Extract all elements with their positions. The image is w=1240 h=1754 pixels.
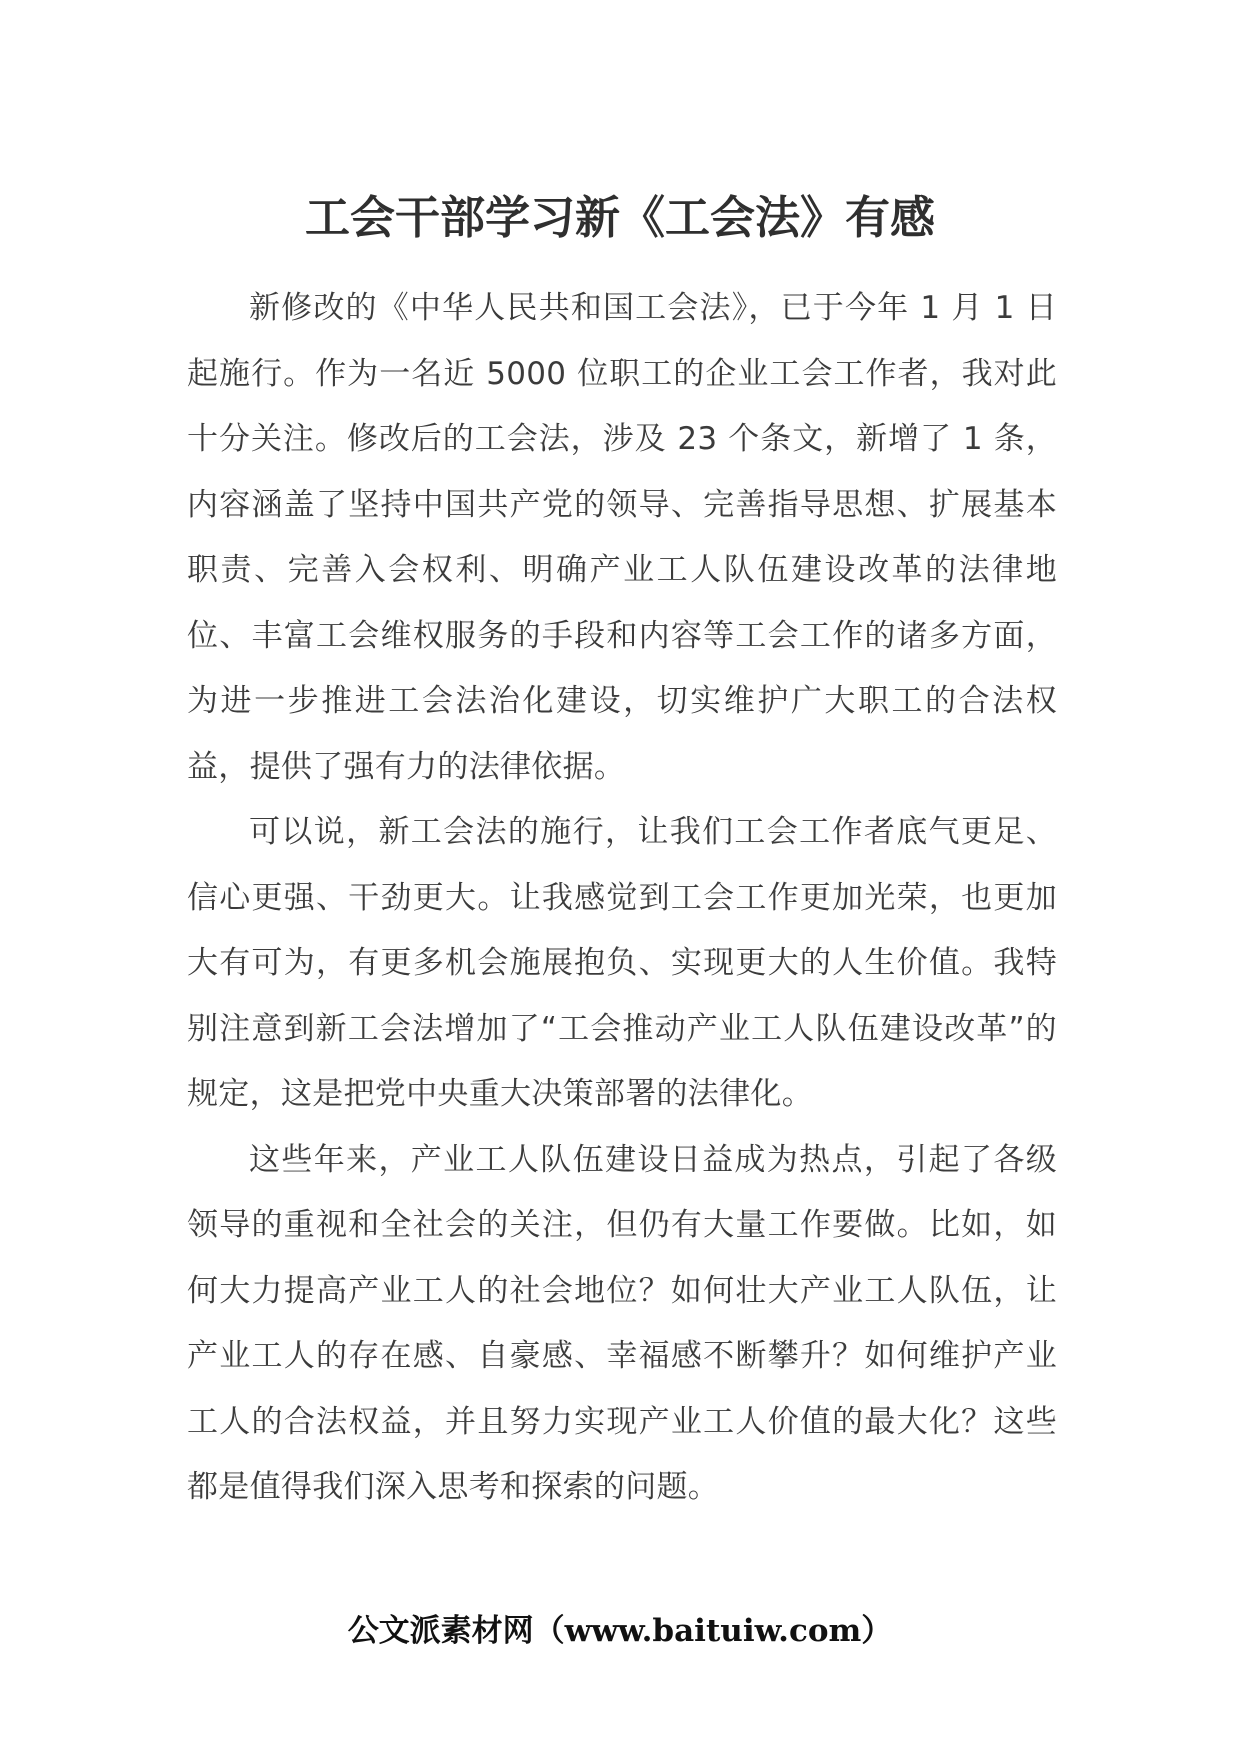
- paragraph-2: 可以说，新工会法的施行，让我们工会工作者底气更足、信心更强、干劲更大。让我感觉到工会工作更加光荣，也更加大有可为，有更多机会施展抱负、实现更大的人生价值。我特别注意到新工会法增加了“工会推动产业工人队伍建设改革”的规定，这是把党中央重大决策部署的法律化。: [187, 814, 1057, 1112]
- document-body: [187, 276, 1057, 1521]
- paragraph-3: 这些年来，产业工人队伍建设日益成为热点，引起了各级领导的重视和全社会的关注，但仍有大量工作要做。比如，如何大力提高产业工人的社会地位？如何壮大产业工人队伍，让产业工人的存在感、自豪感、幸福感不断攀升？如何维护产业工人的合法权益，并且努力实现产业工人价值的最大化？这些都是值得我们深入思考和探索的问题。: [187, 1141, 1057, 1505]
- document-title: 工会干部学习新《工会法》有感: [304, 191, 935, 244]
- paragraph-1: 新修改的《中华人民共和国工会法》，已于今年 1 月 1 日起施行。作为一名近 5000 位职工的企业工会工作者，我对此十分关注。修改后的工会法，涉及 23 个条文，新增了 1 条，内容涵盖了坚持中国共产党的领导、完善指导思想、扩展基本职责、完善入会权利、明确产业工人队伍建设改革的法律地位、丰富工会维权服务的手段和内容等工会工作的诸多方面，为进一步推进工会法治化建设，切实维护广大职工的合法权益，提供了强有力的法律依据。: [187, 290, 1057, 785]
- footer-watermark-text: 公文派素材网（www.baituiw.com）: [347, 1613, 893, 1649]
